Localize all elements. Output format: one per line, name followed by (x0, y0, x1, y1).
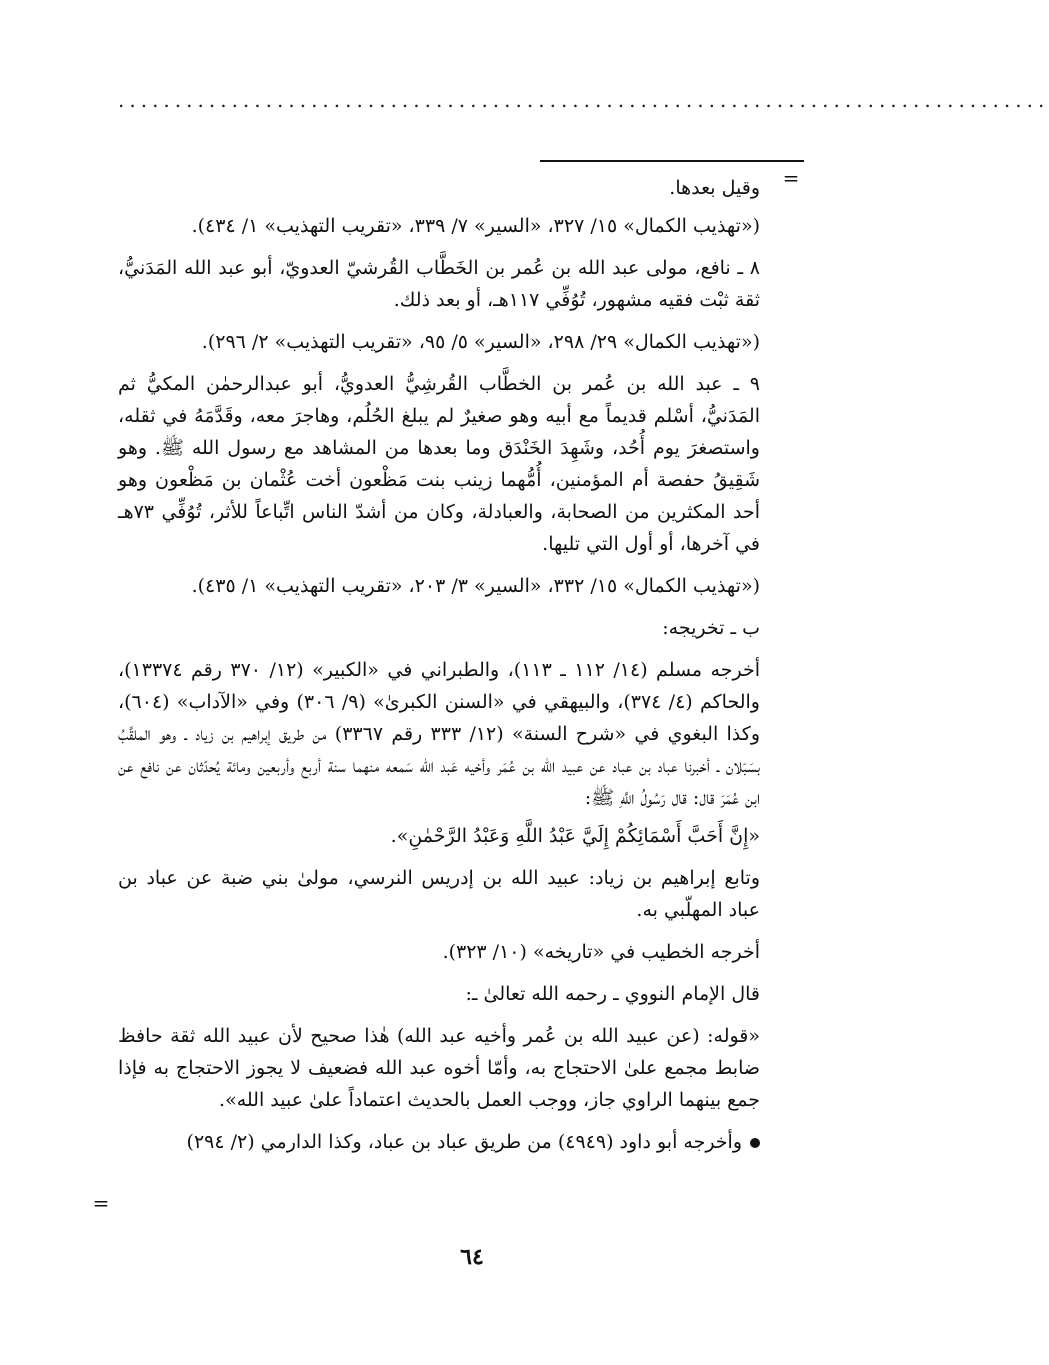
footnote-body (118, 172, 760, 1164)
nawawi-intro: قال الإمام النووي ـ رحمه الله تعالىٰ ـ: (465, 983, 760, 1005)
narrator-9-bio: ٩ ـ عبد الله بن عُمر بن الخطَّاب القُرشِيُّ العدويُّ، أبو عبدالرحمٰن المكيُّ ثم المَدَنيُّ، أسْلم قديماً مع أبيه وهو صغيرٌ لم يبلغ الحُلُم، وهاجرَ معه، وقَدَّمَهُ في ثقله، واستصغرَ يوم أُحُد، وشَهِدَ الخَنْدَق وما بعدها من المشاهد مع رسول الله ﷺ. وهو شَقِيقُ حفصة أم المؤمنين، أُمُّهما زينب بنت مَظْعون أخت عُثْمان بن مَظْعون وهو أحد المكثرين من الصحابة، والعبادلة، وكان من أشدّ الناس اتِّباعاً للأثر، تُوُفِّي ٧٣هـ في آخرها، أو أول التي تليها. (118, 373, 760, 555)
continuation-mark-bottom: = (92, 1191, 110, 1215)
narrator-8-bio: ٨ ـ نافع، مولى عبد الله بن عُمر بن الخَطَّاب القُرشيّ العدويّ، أبو عبد الله المَدَنيُّ، ثقة ثبْت فقيه مشهور، تُوُفِّي ١١٧هـ، أو بعد ذلك. (118, 257, 760, 311)
reference-line-1: («تهذيب الكمال» ١٥/ ٣٢٧، «السير» ٧/ ٣٣٩، «تقريب التهذيب» ١/ ٤٣٤). (191, 215, 760, 237)
section-heading-takhrij: ب ـ تخريجه: (662, 617, 760, 639)
reference-line-3: («تهذيب الكمال» ١٥/ ٣٣٢، «السير» ٣/ ٢٠٣، «تقريب التهذيب» ١/ ٤٣٥). (191, 575, 760, 597)
paragraph-intro: وقيل بعدها. (669, 177, 760, 199)
corroboration-paragraph: وتابع إبراهيم بن زياد: عبيد الله بن إدريس النرسي، مولىٰ بني ضبة عن عباد بن عباد المهلّبي به. (118, 867, 760, 921)
footnote-rule (540, 160, 804, 162)
khatib-reference: أخرجه الخطيب في «تاريخه» (١٠/ ٣٢٣). (442, 941, 760, 963)
takhrij-paragraph: أخرجه مسلم (١٤/ ١١٢ ـ ١١٣)، والطبراني في «الكبير» (١٢/ ٣٧٠ رقم ١٣٣٧٤)، والحاكم (٤/ ٣٧٤)، والبيهقي في «السنن الكبرىٰ» (٩/ ٣٠٦) وفي «الآداب» (٦٠٤)، وكذا البغوي في «شرح السنة» (١٢/ ٣٣٣ رقم ٣٣٦٧) من طريق إبراهيم بن زياد ـ وهو الملقَّبُ بسَبَلان ـ أخبرنا عباد بن عباد عن عبيد الله بن عُمَر وأخيه عَبد الله سَمعه منهما سنة أربع وأربعين ومائة يُحدّثان عن نافع عن ابن عُمَرَ قال: قال رَسُولُ اللَّهِ ﷺ: (118, 659, 761, 809)
page-number: ٦٤ (460, 1244, 484, 1270)
hadith-text: «إِنَّ أَحَبَّ أَسْمَائِكُمْ إِلَيَّ عَبْدُ اللَّهِ وَعَبْدُ الرَّحْمٰنِ». (390, 825, 760, 847)
abu-dawud-text: وأخرجه أبو داود (٤٩٤٩) من طريق عباد بن عباد، وكذا الدارمي (٢/ ٢٩٤) (186, 1131, 742, 1153)
bullet-icon (750, 1138, 760, 1148)
continuation-mark-top: = (782, 166, 800, 190)
dotted-separator: .................................................................................. (118, 88, 1049, 112)
nawawi-quote: «قوله: (عن عبيد الله بن عُمر وأخيه عبد الله) هٰذا صحيح لأن عبيد الله ثقة حافظ ضابط مجمع علىٰ الاحتجاج به، وأمّا أخوه عبد الله فضعيف لا يجوز الاحتجاج به فإذا جمع بينهما الراوي جاز، ووجب العمل بالحديث اعتماداً علىٰ عبيد الله». (118, 1025, 760, 1111)
reference-line-2: («تهذيب الكمال» ٢٩/ ٢٩٨، «السير» ٥/ ٩٥، «تقريب التهذيب» ٢/ ٢٩٦). (201, 331, 760, 353)
abu-dawud-line (118, 1126, 760, 1158)
